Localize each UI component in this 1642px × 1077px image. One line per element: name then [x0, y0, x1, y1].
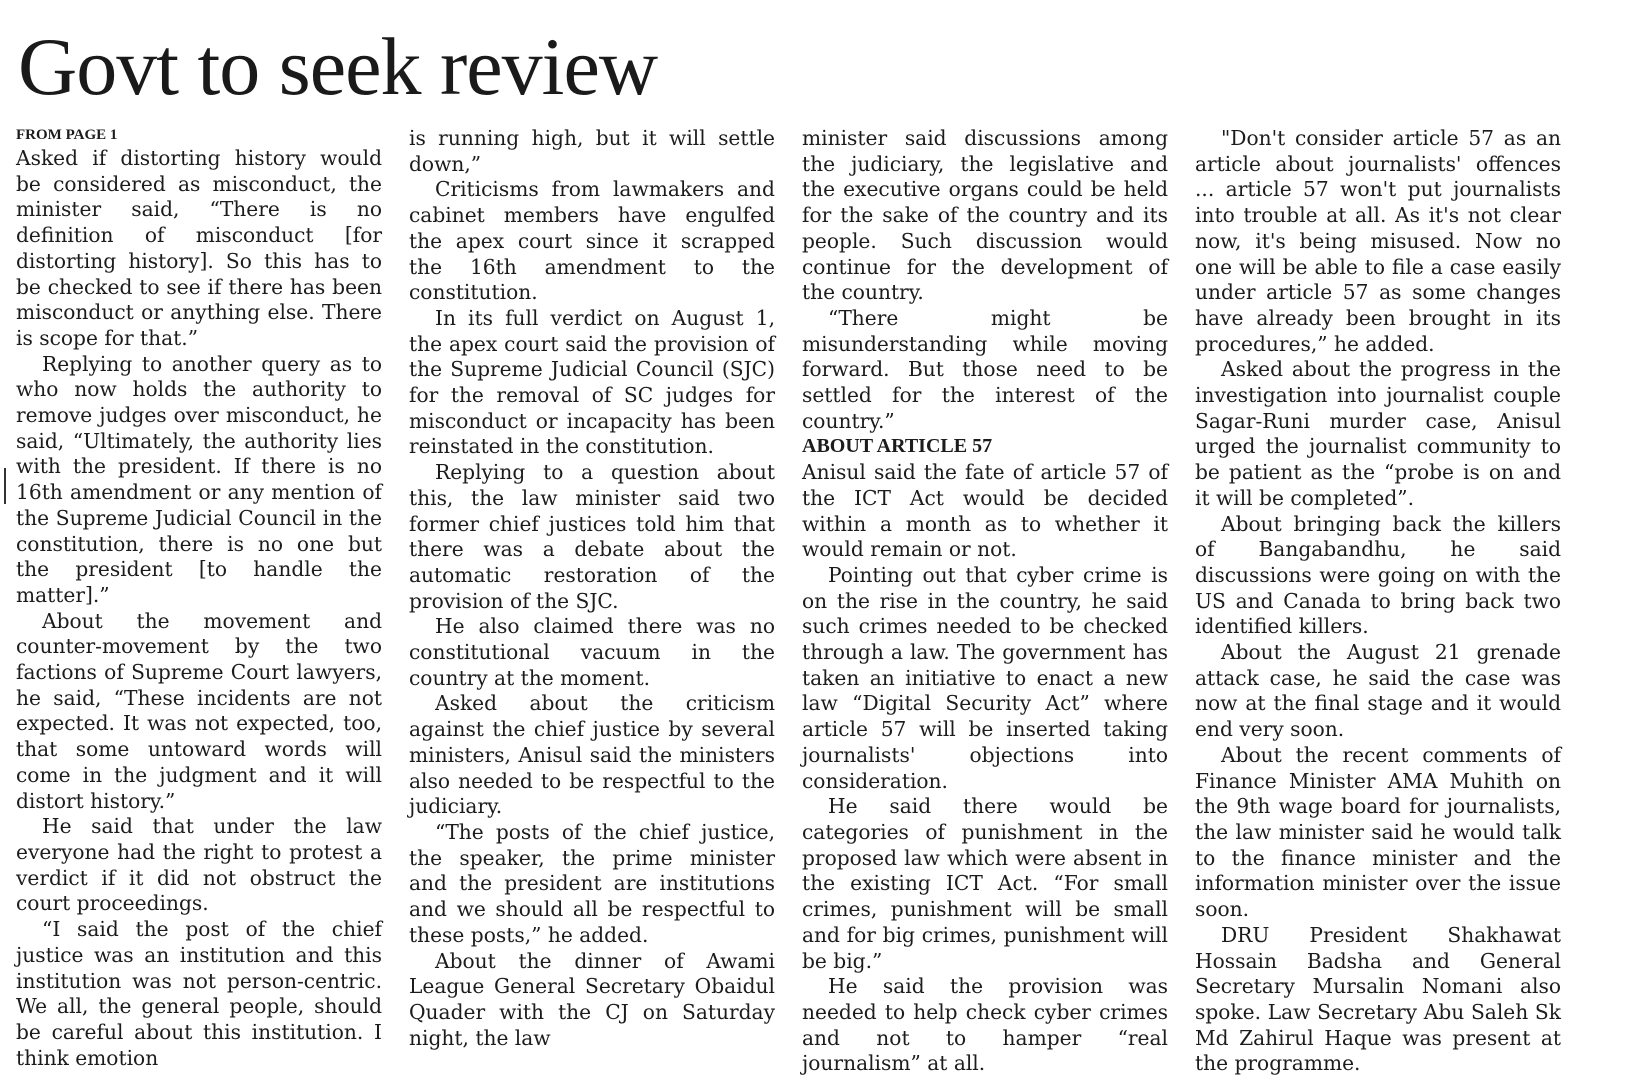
paragraph: Asked if distorting history would be considered as misconduct, the minister said, “There is no definition of misconduct [for distorting history]. So this has to be checked to see if there has been misconduct or anything else. There is scope for that.”: [16, 146, 382, 350]
paragraph: is running high, but it will settle down,”: [409, 126, 775, 176]
paragraph: He said that under the law everyone had the right to protest a verdict if it did not obstruct the court proceedings.: [16, 814, 382, 916]
paragraph: "Don't consider article 57 as an article about journalists' offences ... article 57 won't put journalists into trouble at all. As it's not clear now, it's being misused. Now no one will be able to file a case easily under article 57 as some changes have already been brought in its procedures,” he added.: [1195, 126, 1561, 356]
paragraph: Anisul said the fate of article 57 of the ICT Act would be decided within a month as to whether it would remain or not.: [802, 460, 1168, 562]
paragraph: About the recent comments of Finance Minister AMA Muhith on the 9th wage board for journalists, the law minister said he would talk to the finance minister and the information minister over the issue soon.: [1195, 742, 1561, 922]
paragraph: He said the provision was needed to help check cyber crimes and not to hamper “real journalism” at all.: [802, 974, 1168, 1076]
paragraph: “There might be misunderstanding while moving forward. But those need to be settled for the interest of the country.”: [802, 305, 1168, 433]
paragraph: minister said discussions among the judiciary, the legislative and the executive organs could be held for the sake of the country and its people. Such discussion would continue for the development of the country.: [802, 126, 1168, 305]
paragraph: About the August 21 grenade attack case, he said the case was now at the final stage and it would end very soon.: [1195, 640, 1561, 742]
paragraph: Asked about the criticism against the chief justice by several ministers, Anisul said the ministers also needed to be respectful to the judiciary.: [409, 691, 775, 819]
paragraph: “I said the post of the chief justice was an institution and this institution was not person-centric. We all, the general people, should be careful about this institution. I think emotion: [16, 917, 382, 1070]
paragraph: “The posts of the chief justice, the speaker, the prime minister and the president are institutions and we should all be respectful to these posts,” he added.: [409, 819, 775, 947]
from-page-kicker: FROM PAGE 1: [16, 127, 118, 143]
paragraph: Criticisms from lawmakers and cabinet members have engulfed the apex court since it scrapped the 16th amendment to the constitution.: [409, 177, 775, 305]
paragraph: He also claimed there was no constitutional vacuum in the country at the moment.: [409, 614, 775, 690]
paragraph: Pointing out that cyber crime is on the rise in the country, he said such crimes needed to be checked through a law. The government has taken an initiative to enact a new law “Digital Security Act” where article 57 will be inserted taking journalists' objections into consideration.: [802, 562, 1168, 793]
article-column-3: [802, 126, 1168, 1076]
paragraph: DRU President Shakhawat Hossain Badsha and General Secretary Mursalin Nomani also spoke. Law Secretary Abu Saleh Sk Md Zahirul Haque was present at the programme.: [1195, 922, 1561, 1076]
paragraph: About bringing back the killers of Bangabandhu, he said discussions were going on with the US and Canada to bring back two identified killers.: [1195, 511, 1561, 639]
paragraph: In its full verdict on August 1, the apex court said the provision of the Supreme Judicial Council (SJC) for the removal of SC judges for misconduct or incapacity has been reinstated in the constitution.: [409, 305, 775, 459]
column-rule-fragment: [4, 468, 6, 504]
article-column-1: [16, 126, 382, 1070]
article-column-4: [1195, 126, 1561, 1076]
paragraph: Replying to another query as to who now holds the authority to remove judges over misconduct, he said, “Ultimately, the authority lies with the president. If there is no 16th amendment or any mention of the Supreme Judicial Council in the constitution, there is no one but the president [to handle the matter].”: [16, 351, 382, 607]
paragraph: He said there would be categories of punishment in the proposed law which were absent in the existing ICT Act. “For small crimes, punishment will be small and for big crimes, punishment will be big.”: [802, 794, 1168, 973]
paragraph: About the movement and counter-movement by the two factions of Supreme Court lawyers, he said, “These incidents are not expected. It was not expected, too, that some untoward words will come in the judgment and it will distort history.”: [16, 608, 382, 813]
article-column-2: [409, 126, 775, 1050]
section-subhead: ABOUT ARTICLE 57: [802, 435, 993, 458]
headline: Govt to seek review: [18, 21, 658, 112]
paragraph: About the dinner of Awami League General Secretary Obaidul Quader with the CJ on Saturday night, the law: [409, 948, 775, 1050]
paragraph: Replying to a question about this, the law minister said two former chief justices told him that there was a debate about the automatic restoration of the provision of the SJC.: [409, 460, 775, 613]
paragraph: Asked about the progress in the investigation into journalist couple Sagar-Runi murder case, Anisul urged the journalist community to be patient as the “probe is on and it will be completed”.: [1195, 357, 1561, 510]
